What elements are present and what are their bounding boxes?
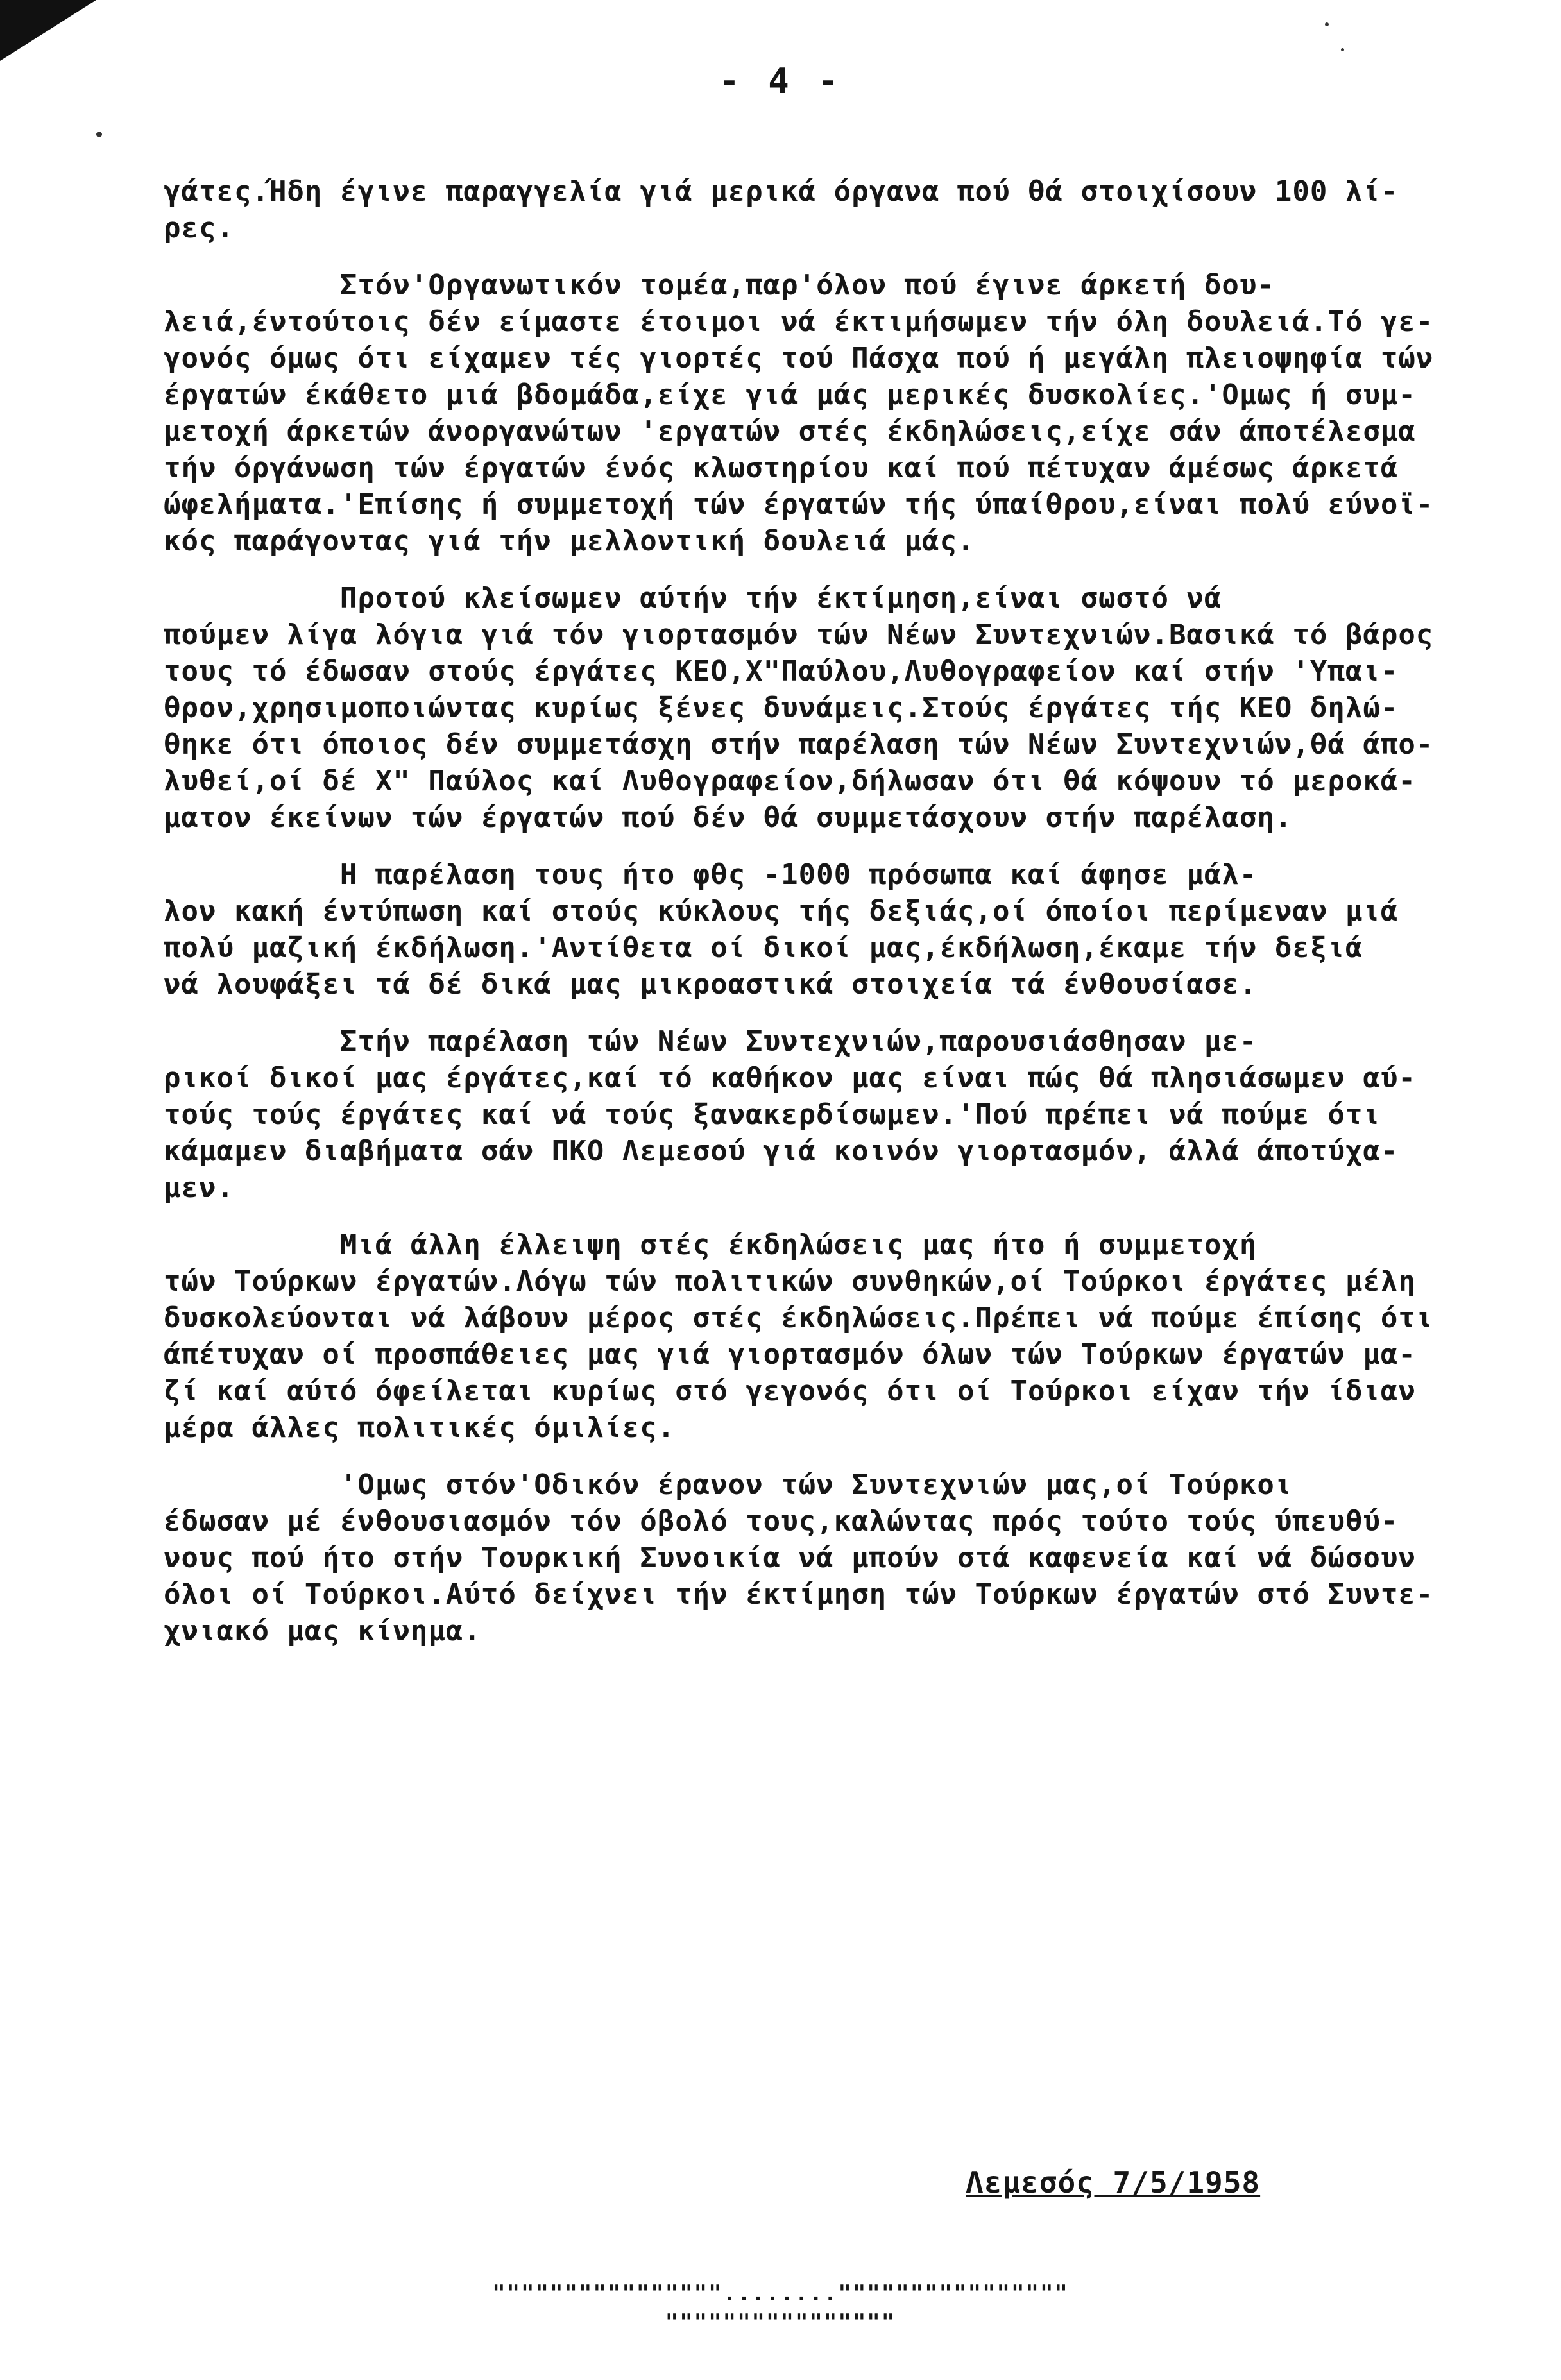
text-line: 'Ομως στόν'Οδικόν έρανον τών Συντεχνιών μας,οί Τούρκοι (164, 1468, 1293, 1501)
text-line: μέρα άλλες πολιτικές όμιλίες. (164, 1411, 676, 1444)
text-line: θηκε ότι όποιος δέν συμμετάσχη στήν παρέλαση τών Νέων Συντεχνιών,θά άπο- (164, 728, 1434, 761)
text-line: μεν. (164, 1171, 234, 1204)
text-line: νους πού ήτο στήν Τουρκική Συνοικία νά μπούν στά καφενεία καί νά δώσουν (164, 1542, 1416, 1574)
text-line: θρον,χρησιμοποιώντας κυρίως ξένες δυνάμεις.Στούς έργάτες τής ΚΕΟ δηλώ- (164, 692, 1399, 724)
text-line: χνιακό μας κίνημα. (164, 1615, 481, 1647)
text-line: έδωσαν μέ ένθουσιασμόν τόν όβολό τους,καλώντας πρός τούτο τούς ύπευθύ- (164, 1505, 1399, 1538)
corner-scan-mark (0, 0, 96, 61)
paragraph (164, 1466, 1514, 1649)
text-line: ματον έκείνων τών έργατών πού δέν θά συμμετάσχουν στήν παρέλαση. (164, 801, 1293, 834)
text-line: δυσκολεύονται νά λάβουν μέρος στές έκδηλώσεις.Πρέπει νά πούμε έπίσης ότι (164, 1302, 1434, 1334)
separator-line: """""""""""""""" (665, 2309, 896, 2335)
text-line: τήν όργάνωση τών έργατών ένός κλωστηρίου καί πού πέτυχαν άμέσως άρκετά (164, 452, 1399, 484)
place-date-signature: Λεμεσός 7/5/1958 (966, 2165, 1261, 2200)
text-line: λον κακή έντύπωση καί στούς κύκλους τής δεξιάς,οί όποίοι περίμεναν μιά (164, 895, 1399, 928)
text-line: άπέτυχαν οί προσπάθειες μας γιά γιορτασμόν όλων τών Τούρκων έργατών μα- (164, 1338, 1416, 1371)
text-line: Μιά άλλη έλλειψη στές έκδηλώσεις μας ήτο ή συμμετοχή (164, 1228, 1258, 1261)
text-line: κάμαμεν διαβήματα σάν ΠΚΟ Λεμεσού γιά κοινόν γιορτασμόν, άλλά άποτύχα- (164, 1135, 1399, 1168)
text-line: κός παράγοντας γιά τήν μελλοντική δουλειά μάς. (164, 525, 975, 557)
paragraph-gap (164, 559, 1514, 580)
text-line: γονός όμως ότι είχαμεν τές γιορτές τού Πάσχα πού ή μεγάλη πλειοψηφία τών (164, 342, 1434, 375)
text-line: όλοι οί Τούρκοι.Αύτό δείχνει τήν έκτίμηση τών Τούρκων έργατών στό Συντε- (164, 1578, 1434, 1611)
paragraph-gap (164, 246, 1514, 267)
text-line: Προτού κλείσωμεν αύτήν τήν έκτίμηση,είναι σωστό νά (164, 582, 1222, 615)
text-line: τους τό έδωσαν στούς έργάτες ΚΕΟ,Χ"Παύλου,Λυθογραφείον καί στήν 'Υπαι- (164, 655, 1399, 688)
paragraph-gap (164, 1003, 1514, 1023)
text-line: πολύ μαζική έκδήλωση.'Αντίθετα οί δικοί μας,έκδήλωση,έκαμε τήν δεξιά (164, 931, 1363, 964)
text-line: λυθεί,οί δέ Χ" Παύλος καί Λυθογραφείον,δήλωσαν ότι θά κόψουν τό μεροκά- (164, 765, 1416, 797)
paragraph (164, 1023, 1514, 1206)
scan-speck (96, 132, 102, 137)
text-line: ρες. (164, 212, 234, 244)
text-line: λειά,έντούτοις δέν είμαστε έτοιμοι νά έκτιμήσωμεν τήν όλη δουλειά.Τό γε- (164, 305, 1434, 338)
scan-speck (1341, 48, 1344, 51)
text-line: τών Τούρκων έργατών.Λόγω τών πολιτικών συνθηκών,οί Τούρκοι έργάτες μέλη (164, 1265, 1416, 1298)
text-line: Στήν παρέλαση τών Νέων Συντεχνιών,παρουσιάσθησαν με- (164, 1025, 1258, 1058)
scan-speck (1325, 22, 1329, 26)
paragraph-gap (164, 1206, 1514, 1227)
page-number: - 4 - (719, 61, 842, 101)
text-line: πούμεν λίγα λόγια γιά τόν γιορτασμόν τών Νέων Συντεχνιών.Βασικά τό βάρος (164, 618, 1434, 651)
paragraph (164, 856, 1514, 1003)
text-line: γάτες.Ήδη έγινε παραγγελία γιά μερικά όργανα πού θά στοιχίσουν 100 λί- (164, 175, 1399, 208)
paragraph-gap (164, 836, 1514, 856)
text-line: ρικοί δικοί μας έργάτες,καί τό καθήκον μας είναι πώς θά πλησιάσωμεν αύ- (164, 1062, 1416, 1094)
text-line: έργατών έκάθετο μιά βδομάδα,είχε γιά μάς μερικές δυσκολίες.'Ομως ή συμ- (164, 378, 1416, 411)
paragraph (164, 267, 1514, 559)
text-line: νά λουφάξει τά δέ δικά μας μικροαστικά στοιχεία τά ένθουσίασε. (164, 968, 1258, 1001)
paragraph (164, 173, 1514, 246)
text-line: μετοχή άρκετών άνοργανώτων 'εργατών στές έκδηλώσεις,είχε σάν άποτέλεσμα (164, 415, 1416, 448)
text-line: Η παρέλαση τους ήτο φθς -1000 πρόσωπα καί άφησε μάλ- (164, 858, 1258, 891)
document-body (164, 173, 1514, 1649)
separator-line: """"""""""""""""........"""""""""""""""" (492, 2281, 1069, 2306)
paragraph (164, 580, 1514, 836)
text-line: ώφελήματα.'Επίσης ή συμμετοχή τών έργατών τής ύπαίθρου,είναι πολύ εύνοϊ- (164, 488, 1434, 521)
text-line: ζί καί αύτό όφείλεται κυρίως στό γεγονός ότι οί Τούρκοι είχαν τήν ίδιαν (164, 1375, 1416, 1407)
paragraph (164, 1227, 1514, 1446)
text-line: τούς τούς έργάτες καί νά τούς ξανακερδίσωμεν.'Πού πρέπει νά πούμε ότι (164, 1098, 1381, 1131)
text-line: Στόν'Οργανωτικόν τομέα,παρ'όλον πού έγινε άρκετή δου- (164, 269, 1275, 302)
paragraph-gap (164, 1446, 1514, 1466)
